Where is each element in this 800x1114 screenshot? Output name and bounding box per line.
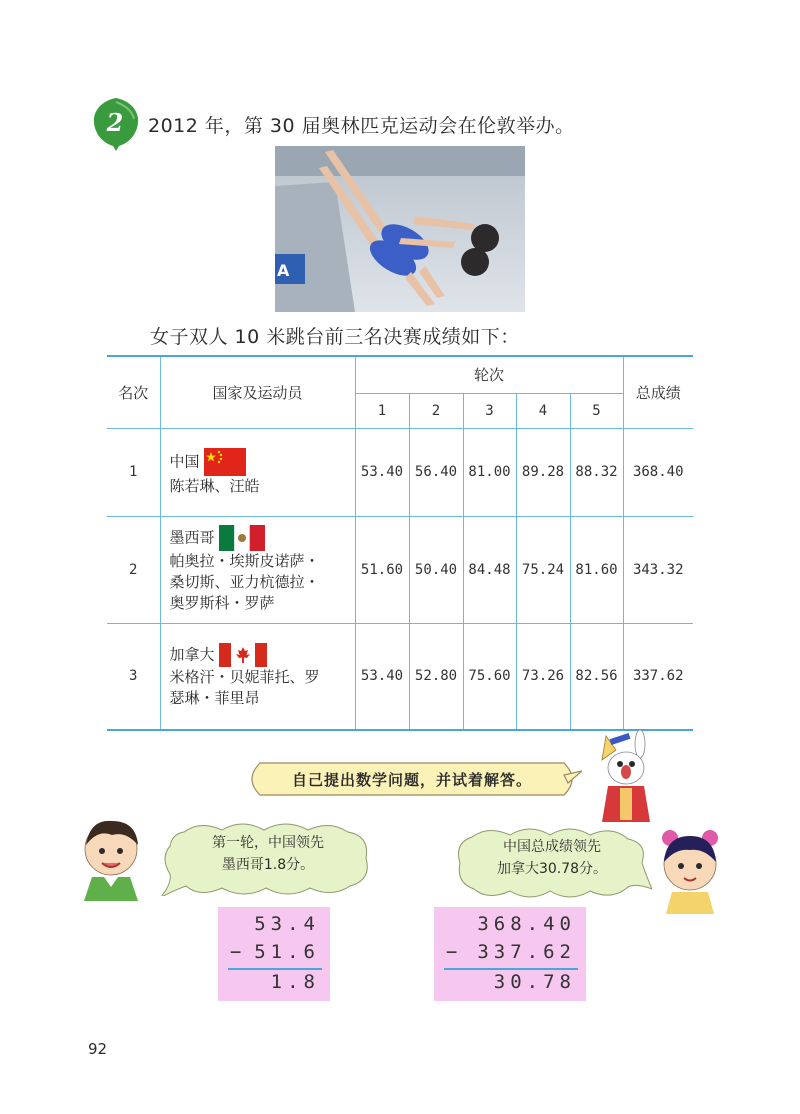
calc-rule bbox=[444, 968, 578, 970]
calc-minuend: 368.40 bbox=[477, 913, 576, 935]
score-cell: 52.80 bbox=[409, 623, 463, 730]
boy-speech-text bbox=[178, 832, 358, 876]
country-name: 中国 bbox=[169, 452, 200, 470]
girl-speech-line: 加拿大30.78分。 bbox=[496, 861, 608, 877]
table-row bbox=[107, 428, 693, 516]
header-round-4: 4 bbox=[516, 393, 570, 428]
table-row bbox=[107, 623, 693, 730]
page-number: 92 bbox=[88, 1040, 108, 1058]
calc-result: 1.8 bbox=[270, 971, 320, 993]
calc-result: 30.78 bbox=[493, 971, 576, 993]
canada-flag-icon bbox=[219, 643, 267, 667]
problem-statement: 2012 年，第 30 届奥林匹克运动会在伦敦举办。 bbox=[148, 115, 575, 137]
score-cell: 84.48 bbox=[463, 516, 516, 623]
header-round-3: 3 bbox=[463, 393, 516, 428]
athlete-line: 米格汗・贝妮菲托、罗 bbox=[169, 668, 320, 687]
score-cell: 88.32 bbox=[570, 428, 623, 516]
country-name: 墨西哥 bbox=[169, 528, 215, 547]
prompt-text: 自己提出数学问题，并试着解答。 bbox=[291, 771, 532, 789]
country-name: 加拿大 bbox=[169, 645, 215, 664]
rank-cell: 3 bbox=[107, 623, 160, 730]
calculation-card-left bbox=[218, 907, 330, 1001]
score-cell: 53.40 bbox=[355, 623, 409, 730]
divers-photo bbox=[275, 146, 525, 312]
mexico-flag-icon bbox=[219, 525, 265, 551]
boy-illustration bbox=[78, 815, 144, 901]
calc-subtrahend: 51.6 bbox=[254, 941, 320, 963]
table-row bbox=[107, 516, 693, 623]
calc-rule bbox=[228, 968, 322, 970]
score-cell: 81.60 bbox=[570, 516, 623, 623]
team-cell bbox=[160, 428, 355, 516]
problem-number: 2 bbox=[106, 108, 124, 137]
athlete-line: 陈若琳、汪皓 bbox=[169, 476, 260, 495]
athlete-line: 桑切斯、亚力杭德拉・ bbox=[169, 573, 320, 591]
score-cell: 51.60 bbox=[355, 516, 409, 623]
athlete-line: 奥罗斯科・罗萨 bbox=[169, 594, 275, 612]
athlete-line: 瑟琳・菲里昂 bbox=[169, 689, 260, 708]
svg-text:A: A bbox=[277, 261, 290, 280]
total-cell: 337.62 bbox=[623, 623, 693, 730]
score-cell: 73.26 bbox=[516, 623, 570, 730]
boy-speech-line: 墨西哥1.8分。 bbox=[221, 857, 315, 873]
results-table bbox=[107, 355, 693, 731]
calculation-card-right bbox=[434, 907, 586, 1001]
score-cell: 82.56 bbox=[570, 623, 623, 730]
total-cell: 368.40 bbox=[623, 428, 693, 516]
girl-speech-line: 中国总成绩领先 bbox=[503, 839, 601, 855]
score-cell: 50.40 bbox=[409, 516, 463, 623]
team-cell bbox=[160, 516, 355, 623]
header-round-1: 1 bbox=[355, 393, 409, 428]
calc-subtrahend: 337.62 bbox=[477, 941, 576, 963]
calc-minuend: 53.4 bbox=[254, 913, 320, 935]
rank-cell: 1 bbox=[107, 428, 160, 516]
rank-cell: 2 bbox=[107, 516, 160, 623]
score-cell: 75.60 bbox=[463, 623, 516, 730]
bunny-teacher-illustration bbox=[596, 730, 664, 826]
team-cell bbox=[160, 623, 355, 730]
boy-speech-line: 第一轮，中国领先 bbox=[212, 835, 324, 851]
china-flag-icon bbox=[204, 448, 246, 476]
calc-operator: − bbox=[446, 941, 458, 963]
header-team: 国家及运动员 bbox=[160, 356, 355, 428]
score-cell: 56.40 bbox=[409, 428, 463, 516]
girl-speech-text bbox=[462, 836, 642, 880]
score-cell: 89.28 bbox=[516, 428, 570, 516]
score-cell: 53.40 bbox=[355, 428, 409, 516]
score-cell: 81.00 bbox=[463, 428, 516, 516]
total-cell: 343.32 bbox=[623, 516, 693, 623]
calc-operator: − bbox=[230, 941, 242, 963]
girl-illustration bbox=[656, 826, 724, 914]
table-caption: 女子双人 10 米跳台前三名决赛成绩如下： bbox=[150, 326, 520, 348]
header-total: 总成绩 bbox=[623, 356, 693, 428]
header-rank: 名次 bbox=[107, 356, 160, 428]
header-round-5: 5 bbox=[570, 393, 623, 428]
header-round-2: 2 bbox=[409, 393, 463, 428]
athlete-line: 帕奥拉・埃斯皮诺萨・ bbox=[169, 552, 320, 570]
header-rounds: 轮次 bbox=[355, 356, 623, 393]
score-cell: 75.24 bbox=[516, 516, 570, 623]
